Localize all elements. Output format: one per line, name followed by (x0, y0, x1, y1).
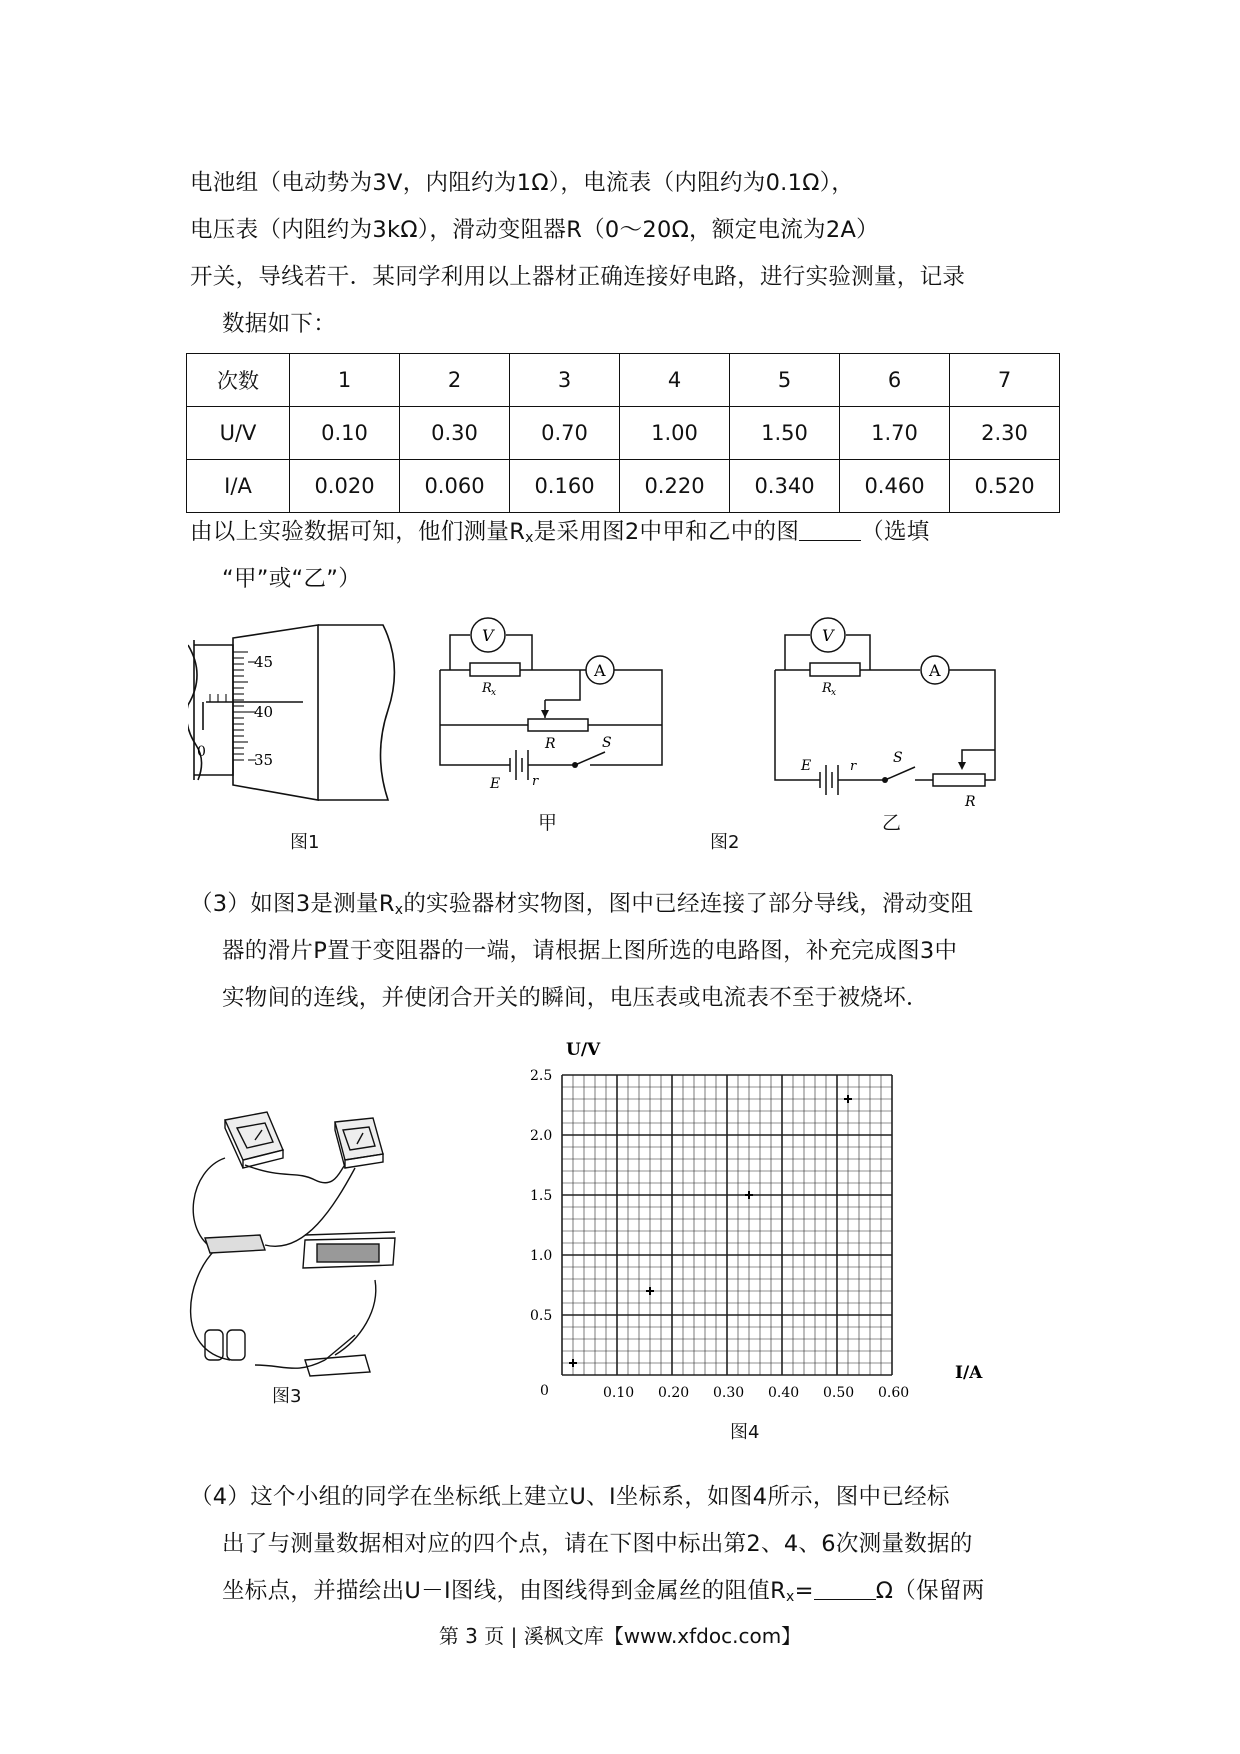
table-cell: 1.00 (620, 407, 730, 460)
zero-label: 0 (197, 744, 206, 760)
table-cell: 2 (400, 354, 510, 407)
rx-label: R (482, 681, 492, 696)
figure-1-micrometer (188, 620, 408, 820)
table-cell: 次数 (187, 354, 290, 407)
internal-r-label: r (532, 774, 539, 789)
text-line-2: 电压表（内阻约为3kΩ），滑动变阻器R（0～20Ω，额定电流为2A） (190, 217, 879, 243)
y-axis-label: U/V (566, 1040, 601, 1060)
table-cell: U/V (187, 407, 290, 460)
data-point (569, 1359, 577, 1367)
y-tick-label: 1.5 (530, 1188, 553, 1204)
table-cell: 1 (290, 354, 400, 407)
table-cell: 0.70 (510, 407, 620, 460)
text-line-3: 开关，导线若干．某同学利用以上器材正确连接好电路，进行实验测量，记录 (190, 264, 966, 290)
text-line-1: 电池组（电动势为3V，内阻约为1Ω），电流表（内阻约为0.1Ω）， (190, 170, 855, 196)
data-point (844, 1095, 852, 1103)
ammeter-label: A (929, 661, 941, 680)
section-3-line-3: 实物间的连线，并使闭合开关的瞬间，电压表或电流表不至于被烧坏． (222, 985, 929, 1011)
text-line-4: 数据如下： (222, 311, 337, 337)
answer-blank[interactable] (814, 1579, 876, 1600)
table-cell: 0.020 (290, 460, 400, 513)
data-table (186, 353, 1060, 513)
scale-label: 45 (254, 653, 274, 671)
emf-label: E (490, 776, 501, 792)
section-3-text-b: 的实验器材实物图，图中已经连接了部分导线，滑动变阻 (403, 891, 974, 917)
chart-major-grid (562, 1075, 892, 1375)
section-3-line-2: 器的滑片P置于变阻器的一端，请根据上图所选的电路图，补充完成图3中 (222, 938, 958, 964)
internal-r-label: r (850, 759, 857, 774)
question-line (190, 514, 930, 546)
section-4-text-c: Ω（保留两 (875, 1578, 985, 1604)
x-tick-label: 0.60 (878, 1385, 910, 1401)
figure-4-ui-chart (520, 1030, 1000, 1410)
scale-label: 40 (254, 703, 274, 721)
question-line-2: “甲”或“乙”） (222, 566, 362, 592)
table-cell: 5 (730, 354, 840, 407)
section-3-line-1 (190, 886, 973, 918)
table-cell: 0.520 (950, 460, 1060, 513)
data-point (646, 1287, 654, 1295)
question-text-a: 由以上实验数据可知，他们测量R (190, 519, 526, 545)
figure-2-yi-circuit (765, 610, 1015, 820)
subscript-x: x (394, 902, 404, 918)
voltmeter-label: V (482, 626, 494, 645)
scale-label: 35 (254, 751, 274, 769)
table-cell: 7 (950, 354, 1060, 407)
table-cell: 0.460 (840, 460, 950, 513)
table-cell: 0.220 (620, 460, 730, 513)
jia-label: 甲 (538, 812, 558, 834)
subscript-x: x (525, 530, 534, 546)
figure-3-caption: 图3 (272, 1386, 302, 1407)
y-tick-label: 2.0 (530, 1128, 553, 1144)
x-tick-label: 0.10 (603, 1385, 635, 1401)
table-cell: 0.30 (400, 407, 510, 460)
table-cell: I/A (187, 460, 290, 513)
section-3-text-a: （3）如图3是测量R (190, 891, 395, 917)
figure-3-apparatus (185, 1110, 425, 1380)
table-cell: 4 (620, 354, 730, 407)
y-tick-label: 0.5 (530, 1308, 553, 1324)
table-cell: 2.30 (950, 407, 1060, 460)
y-tick-label: 1.0 (530, 1248, 553, 1264)
figure-4-caption: 图4 (730, 1422, 760, 1443)
rx-sub-label: x (491, 688, 497, 698)
section-4-line-3 (222, 1573, 985, 1605)
table-row (187, 460, 1060, 513)
table-row (187, 354, 1060, 407)
page-footer: 第 3 页 | 溪枫文库【www.xfdoc.com】 (438, 1624, 802, 1648)
table-row (187, 407, 1060, 460)
section-4-text-b: = (794, 1578, 814, 1604)
rx-label: R (822, 681, 832, 696)
table-cell: 6 (840, 354, 950, 407)
section-4-text-a: 坐标点，并描绘出U－I图线，由图线得到金属丝的阻值R (222, 1578, 787, 1604)
y-tick-label: 2.5 (530, 1068, 553, 1084)
table-cell: 1.70 (840, 407, 950, 460)
switch-label: S (602, 735, 612, 751)
switch-label: S (893, 750, 903, 766)
x-tick-label: 0.40 (768, 1385, 800, 1401)
x-tick-label: 0.50 (823, 1385, 855, 1401)
table-cell: 1.50 (730, 407, 840, 460)
x-tick-label: 0.20 (658, 1385, 690, 1401)
rheostat-label: R (965, 794, 976, 810)
data-point (745, 1191, 753, 1199)
question-text-b: 是采用图2中甲和乙中的图 (533, 519, 800, 545)
x-tick-label: 0.30 (713, 1385, 745, 1401)
figure-2-caption: 图2 (710, 832, 740, 853)
table-cell: 0.340 (730, 460, 840, 513)
section-4-line-2: 出了与测量数据相对应的四个点，请在下图中标出第2、4、6次测量数据的 (222, 1531, 973, 1557)
figure-1-caption: 图1 (290, 832, 320, 853)
table-cell: 0.060 (400, 460, 510, 513)
origin-label: 0 (540, 1383, 549, 1399)
figure-2-jia-circuit (430, 610, 670, 820)
table-cell: 0.10 (290, 407, 400, 460)
subscript-x: x (786, 1589, 795, 1605)
rheostat-label: R (545, 736, 556, 752)
emf-label: E (801, 758, 812, 774)
ammeter-label: A (594, 661, 606, 680)
section-4-line-1: （4）这个小组的同学在坐标纸上建立U、I坐标系，如图4所示，图中已经标 (190, 1484, 950, 1510)
voltmeter-label: V (822, 626, 834, 645)
x-axis-label: I/A (955, 1363, 983, 1383)
yi-label: 乙 (882, 812, 902, 834)
table-cell: 3 (510, 354, 620, 407)
answer-blank[interactable] (799, 520, 861, 541)
question-text-c: （选填 (861, 519, 930, 545)
table-cell: 0.160 (510, 460, 620, 513)
rx-sub-label: x (831, 688, 837, 698)
